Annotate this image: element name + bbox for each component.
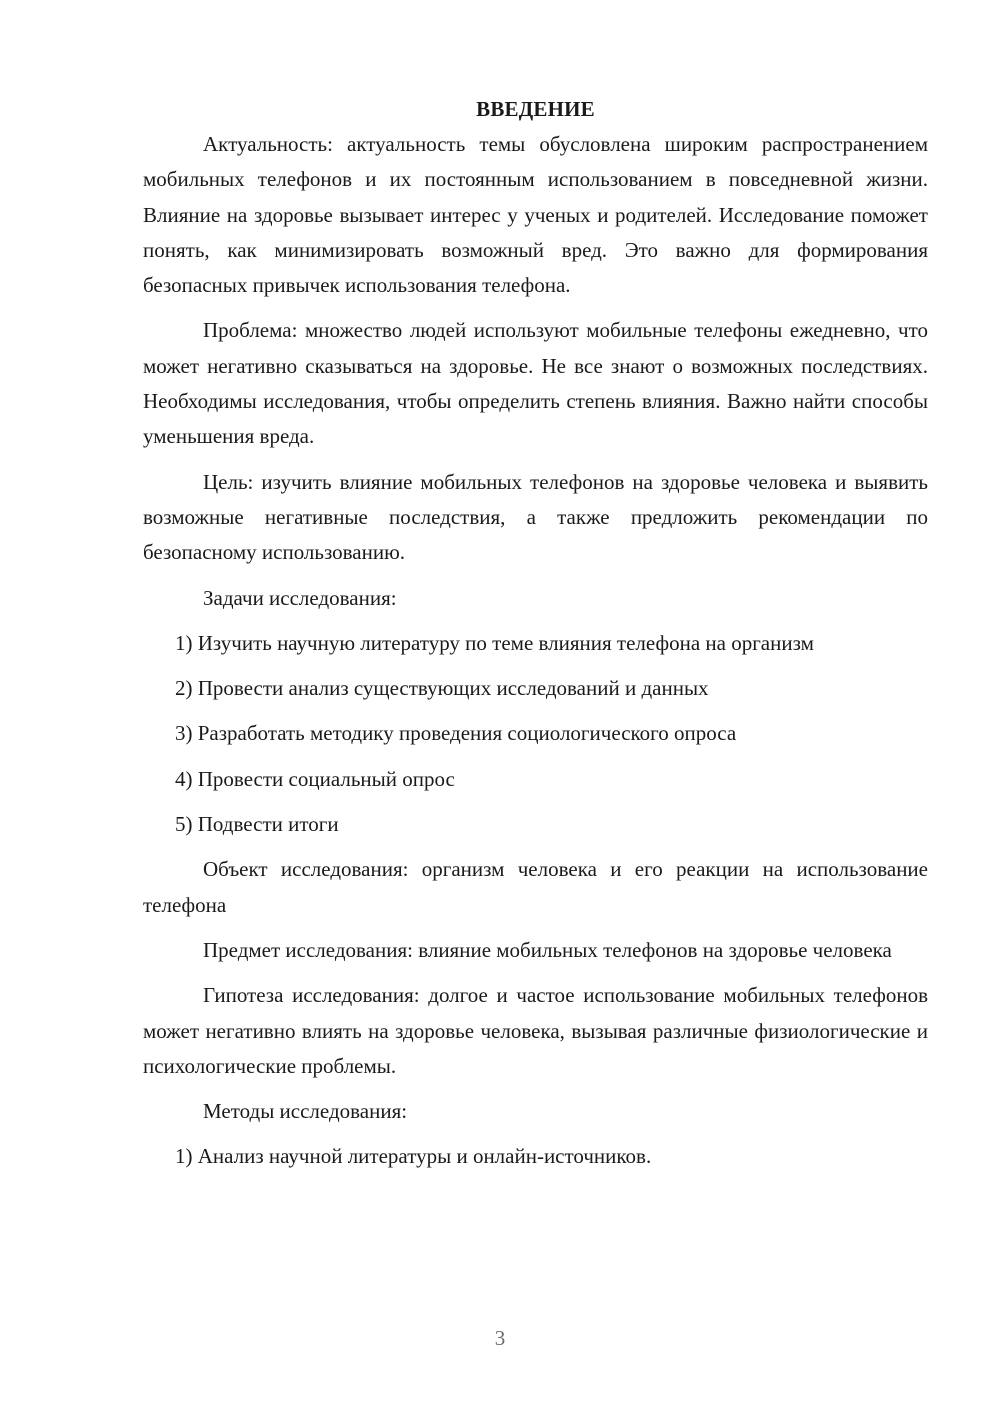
methods-heading: Методы исследования:: [203, 1099, 408, 1124]
problem-paragraph: Проблема: множество людей используют мобильные телефоны ежедневно, что может негативно сказываться на здоровье. Не все знают о возможных последствиях. Необходимы исследования, чтобы определить степень влияния. Важно найти способы уменьшения вреда.: [143, 318, 928, 449]
page-title: ВВЕДЕНИЕ: [476, 97, 595, 121]
task-item-3: 3) Разработать методику проведения социологического опроса: [175, 721, 737, 746]
tasks-heading: Задачи исследования:: [203, 585, 397, 610]
document-page: [143, 92, 928, 1185]
object-paragraph: Объект исследования: организм человека и его реакции на использование телефона: [143, 857, 928, 917]
task-item-4: 4) Провести социальный опрос: [175, 766, 455, 791]
relevance-paragraph: Актуальность: актуальность темы обусловлена широким распространением мобильных телефонов и их постоянным использованием в повседневной жизни. Влияние на здоровье вызывает интерес у ученых и родителей. Исследование поможет понять, как минимизировать возможный вред. Это важно для формирования безопасных привычек использования телефона.: [143, 132, 928, 298]
goal-paragraph: Цель: изучить влияние мобильных телефонов на здоровье человека и выявить возможные негативные последствия, а также предложить рекомендации по безопасному использованию.: [143, 469, 928, 565]
subject-paragraph: Предмет исследования: влияние мобильных телефонов на здоровье человека: [203, 937, 892, 962]
page-number: 3: [494, 1326, 506, 1350]
hypothesis-paragraph: Гипотеза исследования: долгое и частое использование мобильных телефонов может негативно влиять на здоровье человека, вызывая различные физиологические и психологические проблемы.: [143, 983, 928, 1078]
task-item-2: 2) Провести анализ существующих исследований и данных: [175, 676, 709, 701]
task-item-1: 1) Изучить научную литературу по теме влияния телефона на организм: [175, 630, 814, 655]
task-item-5: 5) Подвести итоги: [175, 812, 339, 837]
method-item-1: 1) Анализ научной литературы и онлайн-источников.: [175, 1144, 652, 1169]
